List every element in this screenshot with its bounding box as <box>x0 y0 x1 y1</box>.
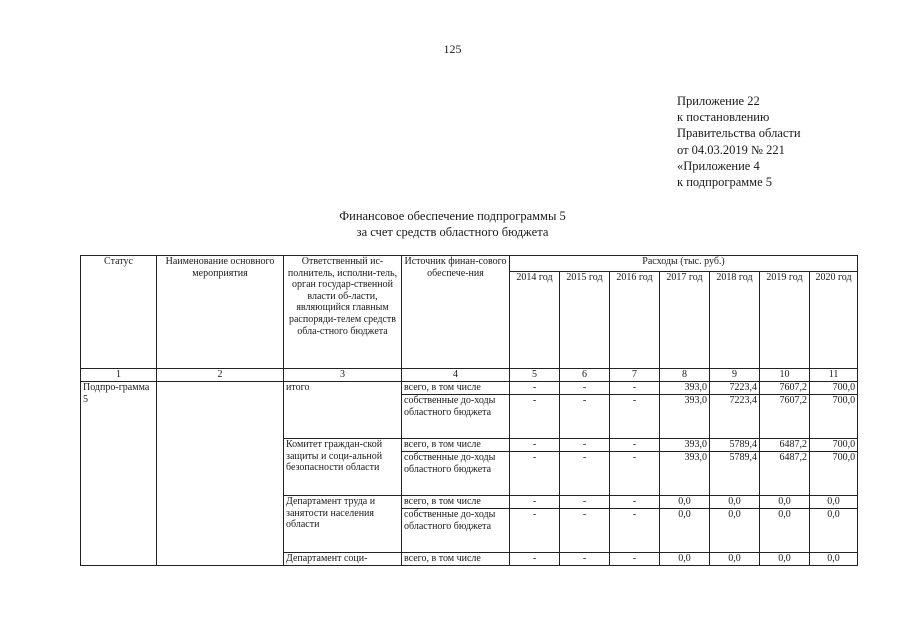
header-year: 2014 год <box>510 272 560 369</box>
source-cell: собственные до-ходы областного бюджета <box>402 395 510 439</box>
value-cell: - <box>610 382 660 395</box>
appendix-block <box>677 93 801 190</box>
value-cell: 0,0 <box>760 553 810 566</box>
value-cell: - <box>510 496 560 509</box>
source-cell: собственные до-ходы областного бюджета <box>402 452 510 496</box>
appendix-line: Приложение 22 <box>677 94 760 108</box>
appendix-line: к постановлению <box>677 110 770 125</box>
value-cell: 7607,2 <box>760 395 810 439</box>
page-number: 125 <box>443 42 462 56</box>
header-year: 2019 год <box>760 272 810 369</box>
column-number: 11 <box>810 369 858 382</box>
value-cell: 393,0 <box>660 395 710 439</box>
executor-cell: итого <box>284 382 402 439</box>
value-cell: - <box>610 553 660 566</box>
source-cell: всего, в том числе <box>402 439 510 452</box>
source-cell: всего, в том числе <box>402 496 510 509</box>
column-number: 10 <box>760 369 810 382</box>
executor-cell: Комитет граждан-ской защиты и соци-альной безопасности области <box>284 439 402 496</box>
value-cell: - <box>560 496 610 509</box>
value-cell: 0,0 <box>660 496 710 509</box>
executor-cell: Департамент соци- <box>284 553 402 566</box>
header-measure: Наименование основного мероприятия <box>157 256 284 369</box>
header-status: Статус <box>81 256 157 369</box>
column-number: 8 <box>660 369 710 382</box>
header-expenses: Расходы (тыс. руб.) <box>510 256 858 272</box>
table-row <box>81 382 858 395</box>
value-cell: 5789,4 <box>710 452 760 496</box>
source-cell: всего, в том числе <box>402 553 510 566</box>
title-line: Финансовое обеспечение подпрограммы 5 <box>339 209 566 223</box>
value-cell: - <box>510 553 560 566</box>
value-cell: - <box>610 496 660 509</box>
value-cell: 0,0 <box>660 509 710 553</box>
value-cell: 7607,2 <box>760 382 810 395</box>
value-cell: - <box>560 395 610 439</box>
header-executor: Ответственный ис-полнитель, исполни-тель, орган государ-ственной власти об-ласти, являющийся главным распоряди-телем средств обла-стного бюджета <box>284 256 402 369</box>
header-year: 2016 год <box>610 272 660 369</box>
value-cell: - <box>510 452 560 496</box>
value-cell: - <box>510 382 560 395</box>
column-number: 6 <box>560 369 610 382</box>
value-cell: 7223,4 <box>710 382 760 395</box>
value-cell: 700,0 <box>810 395 858 439</box>
status-cell: Подпро-грамма 5 <box>81 382 157 566</box>
value-cell: - <box>610 509 660 553</box>
column-number: 1 <box>81 369 157 382</box>
column-number: 5 <box>510 369 560 382</box>
value-cell: 6487,2 <box>760 452 810 496</box>
source-cell: собственные до-ходы областного бюджета <box>402 509 510 553</box>
value-cell: 0,0 <box>710 509 760 553</box>
value-cell: - <box>560 382 610 395</box>
value-cell: 700,0 <box>810 452 858 496</box>
title-line: за счет средств областного бюджета <box>356 224 549 239</box>
value-cell: 7223,4 <box>710 395 760 439</box>
value-cell: 393,0 <box>660 439 710 452</box>
value-cell: 393,0 <box>660 452 710 496</box>
appendix-line: к подпрограмме 5 <box>677 175 772 190</box>
value-cell: 393,0 <box>660 382 710 395</box>
value-cell: - <box>560 439 610 452</box>
header-year: 2018 год <box>710 272 760 369</box>
document-title <box>0 209 905 240</box>
column-number: 7 <box>610 369 660 382</box>
header-year: 2015 год <box>560 272 610 369</box>
header-year: 2020 год <box>810 272 858 369</box>
column-number: 4 <box>402 369 510 382</box>
value-cell: 0,0 <box>810 496 858 509</box>
value-cell: - <box>610 452 660 496</box>
appendix-line: Правительства области <box>677 126 801 141</box>
value-cell: 700,0 <box>810 382 858 395</box>
column-number-row <box>81 369 858 382</box>
value-cell: - <box>560 553 610 566</box>
value-cell: 0,0 <box>710 496 760 509</box>
value-cell: - <box>610 439 660 452</box>
executor-cell: Департамент труда и занятости населения области <box>284 496 402 553</box>
value-cell: - <box>560 509 610 553</box>
value-cell: 0,0 <box>810 509 858 553</box>
value-cell: 0,0 <box>710 553 760 566</box>
value-cell: - <box>510 439 560 452</box>
value-cell: 0,0 <box>660 553 710 566</box>
appendix-line: «Приложение 4 <box>677 158 760 173</box>
value-cell: - <box>510 395 560 439</box>
value-cell: 6487,2 <box>760 439 810 452</box>
value-cell: - <box>510 509 560 553</box>
value-cell: 0,0 <box>810 553 858 566</box>
column-number: 3 <box>284 369 402 382</box>
header-year: 2017 год <box>660 272 710 369</box>
appendix-line: от 04.03.2019 № 221 <box>677 142 785 157</box>
value-cell: 5789,4 <box>710 439 760 452</box>
value-cell: - <box>560 452 610 496</box>
column-number: 9 <box>710 369 760 382</box>
value-cell: 700,0 <box>810 439 858 452</box>
value-cell: - <box>610 395 660 439</box>
value-cell: 0,0 <box>760 496 810 509</box>
column-number: 2 <box>157 369 284 382</box>
source-cell: всего, в том числе <box>402 382 510 395</box>
financing-table <box>80 255 858 566</box>
header-source: Источник финан-сового обеспече-ния <box>402 256 510 369</box>
measure-cell <box>157 382 284 566</box>
value-cell: 0,0 <box>760 509 810 553</box>
